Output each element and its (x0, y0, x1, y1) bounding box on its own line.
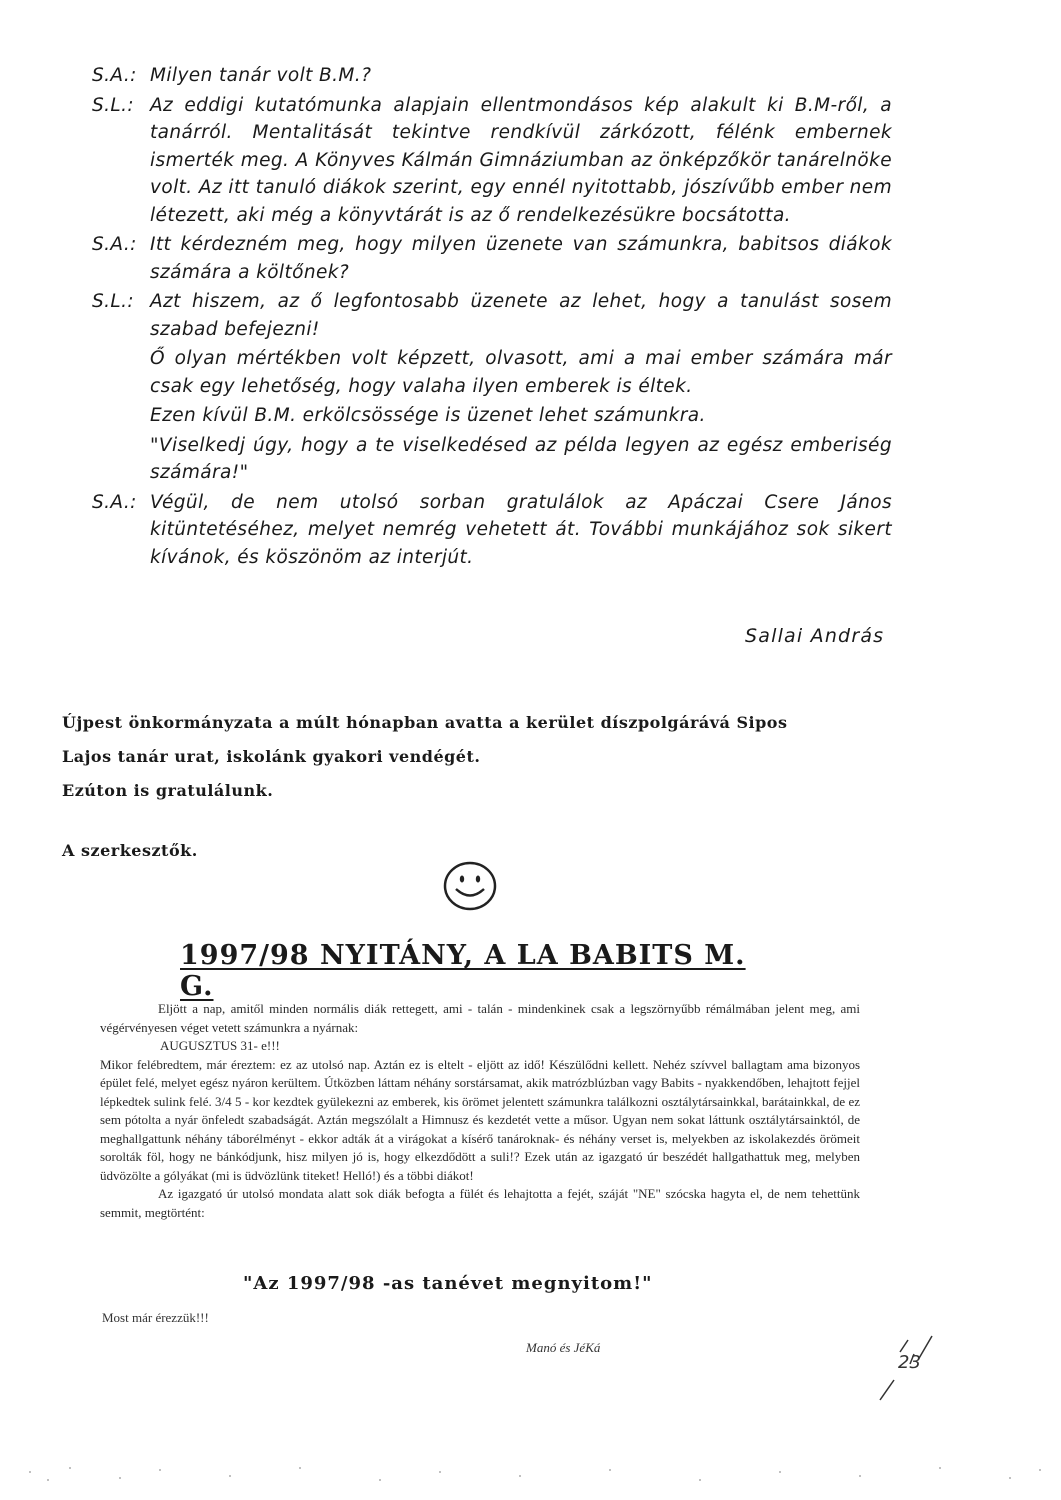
interview-paragraph: Azt hiszem, az ő legfontosabb üzenete az lehet, hogy a tanulást sosem szabad befejezni! (150, 291, 892, 340)
notice-line: Lajos tanár urat, iskolánk gyakori vendégét. (62, 747, 481, 766)
notice-line: Újpest önkormányzata a múlt hónapban avatta a kerület díszpolgárává Sipos (62, 713, 788, 732)
page-number-handwritten (870, 1330, 960, 1410)
speaker-label: S.A.: (92, 491, 137, 513)
article-heading: 1997/98 NYITÁNY, A LA BABITS M. G. (180, 940, 746, 1002)
interview-paragraph: Ezen kívül B.M. erkölcsössége is üzenet lehet számunkra. (150, 405, 706, 426)
opening-quote: "Az 1997/98 -as tanévet megnyitom!" (243, 1273, 653, 1294)
speaker-text (150, 92, 892, 230)
speaker-text (150, 489, 892, 572)
speaker-text (150, 288, 892, 487)
interview-paragraph: Végül, de nem utolsó sorban gratulálok az Apáczai Csere János kitüntetéséhez, melyet nemrég vehetett át. További munkájához sok sikert kívánok, és köszönöm az interjút. (150, 491, 892, 568)
interview-section (92, 62, 892, 573)
interview-paragraph: Itt kérdezném meg, hogy milyen üzenete van számunkra, babitsos diákok számára a költőnek? (150, 234, 892, 283)
scan-noise (0, 1450, 1061, 1500)
interview-paragraph: Az eddigi kutatómunka alapjain ellentmondásos kép alakult ki B.M-ről, a tanárról. Mentalitását tekintve rendkívül zárkózott, félénk embernek ismerték meg. A Könyves Kálmán Gimnáziumban az önképzőkör tanárelnöke volt. Az itt tanuló diákok szerint, egy ennél nyitottabb, jószívűbb ember nem létezett, aki még a könyvtárát is az ő rendelkezésükre bocsátotta. (150, 94, 892, 226)
article-body (100, 1000, 860, 1222)
speaker-label: S.A.: (92, 234, 137, 255)
speaker-text (150, 231, 892, 286)
honorary-citizen-notice (62, 706, 862, 868)
notice-signature: A szerkesztők. (62, 841, 198, 860)
interview-exchange (92, 62, 892, 90)
interview-signature: Sallai András (745, 625, 885, 647)
page-number: 23 (898, 1352, 921, 1373)
interview-paragraph: Milyen tanár volt B.M.? (150, 65, 372, 86)
interview-paragraph: "Viselkedj úgy, hogy a te viselkedésed az példa legyen az egész emberiség számára!" (150, 434, 892, 483)
speaker-text (150, 62, 892, 90)
smiley-face-icon (440, 858, 500, 914)
article-paragraph: Az igazgató úr utolsó mondata alatt sok diák befogta a fülét és lehajtotta a fejét, száját "NE" szócska hagyta el, de nem tehettünk semmit, megtörtént: (100, 1186, 860, 1220)
article-paragraph: Eljött a nap, amitől minden normális diák rettegett, ami - talán - mindenkinek csak a legszörnyűbb rémálmában jelent meg, ami végérvényesen véget vetett számunkra a nyárnak: (100, 1001, 860, 1035)
interview-exchange (92, 92, 892, 230)
interview-paragraph: Ő olyan mértékben volt képzett, olvasott, ami a mai ember számára már csak egy lehetőség, hogy valaha ilyen emberek is éltek. (150, 348, 892, 397)
interview-exchange (92, 489, 892, 572)
article-date: AUGUSZTUS 31- e!!! (160, 1038, 280, 1053)
interview-exchange (92, 231, 892, 286)
notice-line: Ezúton is gratulálunk. (62, 781, 274, 800)
article-paragraph: Mikor felébredtem, már éreztem: ez az utolsó nap. Aztán ez is eltelt - eljött az idő! Készülődni kellett. Nehéz szívvel ballagtam ama bizonyos épület felé, melyet egész nyáron kerültem. Útközben láttam néhány sorstársamat, akik matrózblúzban vagy Babits - nyakkendőben, lehajtott fejjel lépkedtek sulink felé. 3/4 5 - kor kezdtek gyülekezni az emberek, kis örömet jelentett számunkra találkozni osztálytársainkkal, barátainkkal, de ez sem pótolta a nyár önfeledt szabadságát. Aztán megszólalt a Himnusz és kezdetét vette a műsor. Ugyan nem sokat láttunk osztálytársainktól, de meghallgattunk néhány táborélményt - ekkor adták át a virágokat a kísérő tanároknak- és néhány verset is, melyekben az iskolakezdés örömeit sorolták föl, hogy ne bánkódjunk, hisz milyen jó is, hogy elkezdődött a suli!? Ezek után az igazgató úr beszédét hallgathattuk meg, melyben üdvözölte a gólyákat (mi is üdvözlünk titeket! Helló!) és a többi diákot! (100, 1056, 860, 1183)
speaker-label: S.A.: (92, 65, 137, 86)
interview-exchange (92, 288, 892, 487)
speaker-label: S.L.: (92, 291, 135, 312)
speaker-label: S.L.: (92, 94, 135, 116)
article-authors: Manó és JéKá (526, 1340, 601, 1355)
article-closing: Most már érezzük!!! (102, 1310, 209, 1325)
